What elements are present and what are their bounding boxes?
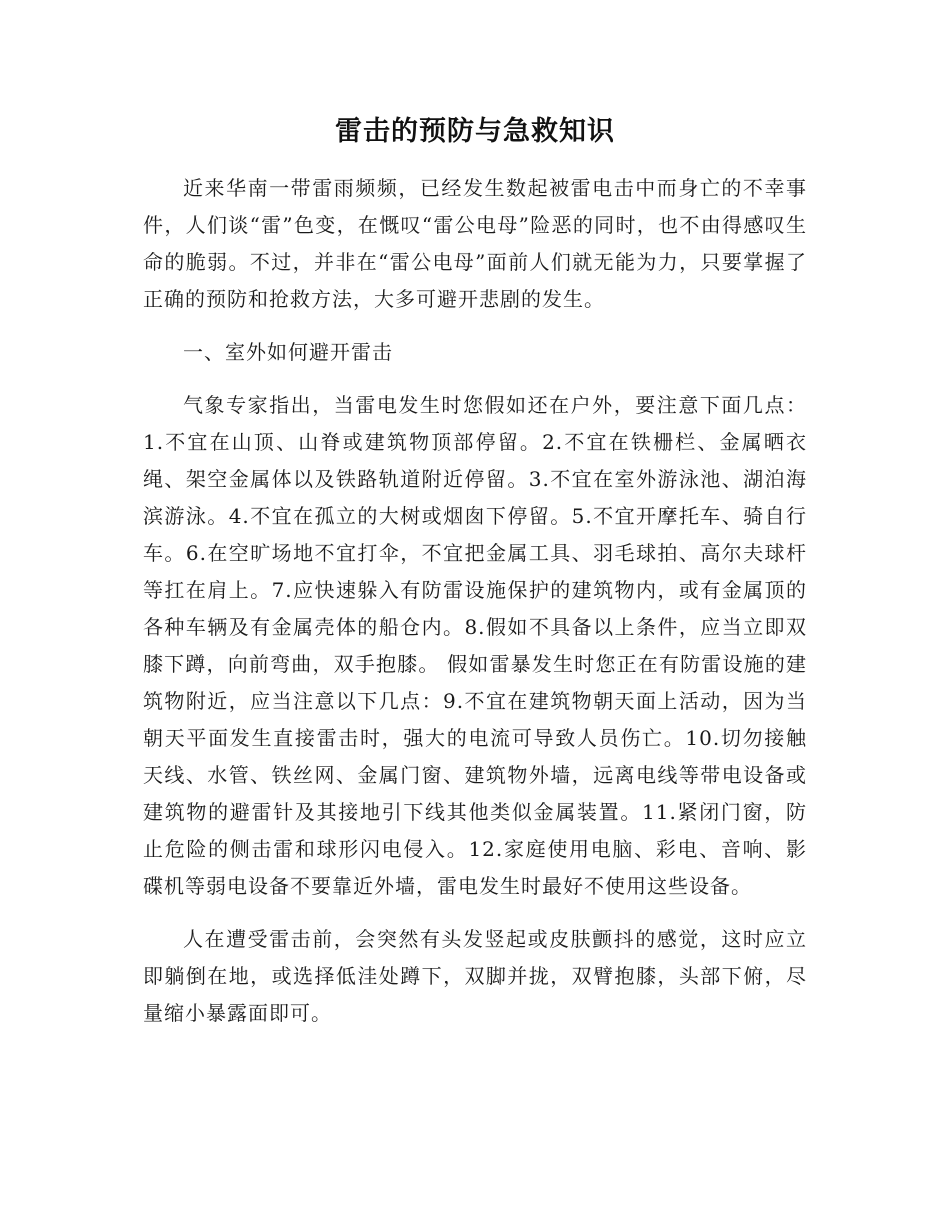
outdoor-tips-paragraph: 气象专家指出，当雷电发生时您假如还在户外，要注意下面几点：1.不宜在山顶、山脊或建筑物顶部停留。2.不宜在铁栅栏、金属晒衣绳、架空金属体以及铁路轨道附近停留。3.不宜在室外游泳池、湖泊海滨游泳。4.不宜在孤立的大树或烟囱下停留。5.不宜开摩托车、骑自行车。6.在空旷场地不宜打伞，不宜把金属工具、羽毛球拍、高尔夫球杆等扛在肩上。7.应快速躲入有防雷设施保护的建筑物内，或有金属顶的各种车辆及有金属壳体的船仓内。8.假如不具备以上条件，应当立即双膝下蹲，向前弯曲，双手抱膝。 假如雷暴发生时您正在有防雷设施的建筑物附近，应当注意以下几点：9.不宜在建筑物朝天面上活动，因为当朝天平面发生直接雷击时，强大的电流可导致人员伤亡。10.切勿接触天线、水管、铁丝网、金属门窗、建筑物外墙，远离电线等带电设备或建筑物的避雷针及其接地引下线其他类似金属装置。11.紧闭门窗，防止危险的侧击雷和球形闪电侵入。12.家庭使用电脑、彩电、音响、影碟机等弱电设备不要靠近外墙，雷电发生时最好不使用这些设备。 <box>143 393 807 898</box>
section-heading-outdoor: 一、室外如何避开雷击 <box>183 340 393 364</box>
document-body <box>143 112 807 1048</box>
pre-strike-paragraph: 人在遭受雷击前，会突然有头发竖起或皮肤颤抖的感觉，这时应立即躺倒在地，或选择低洼处蹲下，双脚并拢，双臂抱膝，头部下俯，尽量缩小暴露面即可。 <box>143 927 807 1025</box>
intro-paragraph: 近来华南一带雷雨频频，已经发生数起被雷电击中而身亡的不幸事件，人们谈“雷”色变，在慨叹“雷公电母”险恶的同时，也不由得感叹生命的脆弱。不过，并非在“雷公电母”面前人们就无能为力，只要掌握了正确的预防和抢救方法，大多可避开悲剧的发生。 <box>143 176 807 311</box>
document-title: 雷击的预防与急救知识 <box>335 116 615 147</box>
